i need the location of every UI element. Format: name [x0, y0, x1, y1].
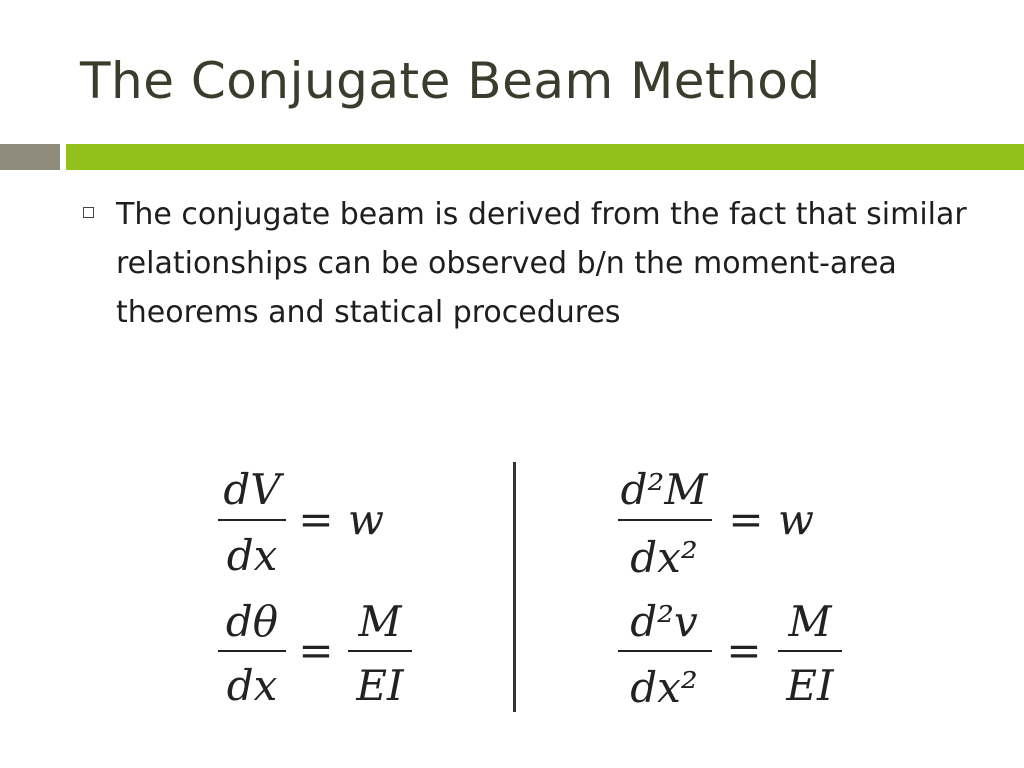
eq-left-2-equals: =	[298, 626, 334, 675]
eq-right-1-rhs: w	[778, 495, 814, 544]
eq-right-2-rhs-numerator: M	[788, 597, 832, 646]
eq-left-2-numerator: dθ	[225, 597, 279, 646]
bullet-text: The conjugate beam is derived from the fact that similar relationships can be observed b/n the moment-area theorems and statical procedures	[116, 197, 967, 330]
eq-right-1-equals: =	[728, 495, 764, 544]
eq-left-1-equals: =	[298, 495, 334, 544]
eq-left-2-rhs-numerator: M	[358, 597, 402, 646]
eq-left-1-denominator: dx	[226, 531, 278, 580]
eq-right-2-equals: =	[726, 626, 762, 675]
eq-left-2-denominator: dx	[226, 661, 278, 710]
eq-right-2-rhs-denominator: EI	[786, 661, 834, 710]
eq-right-1-denominator: dx²	[630, 533, 698, 582]
eq-left-1-numerator: dV	[223, 465, 281, 514]
eq-right-1-numerator: d²M	[620, 465, 708, 514]
eq-left-1-rhs: w	[348, 495, 384, 544]
eq-right-2-numerator: d²v	[630, 597, 698, 646]
eq-right-2-denominator: dx²	[630, 663, 698, 712]
slide-title: The Conjugate Beam Method	[80, 52, 821, 110]
equations-divider	[513, 462, 516, 712]
eq-left-2-rhs-denominator: EI	[356, 661, 404, 710]
